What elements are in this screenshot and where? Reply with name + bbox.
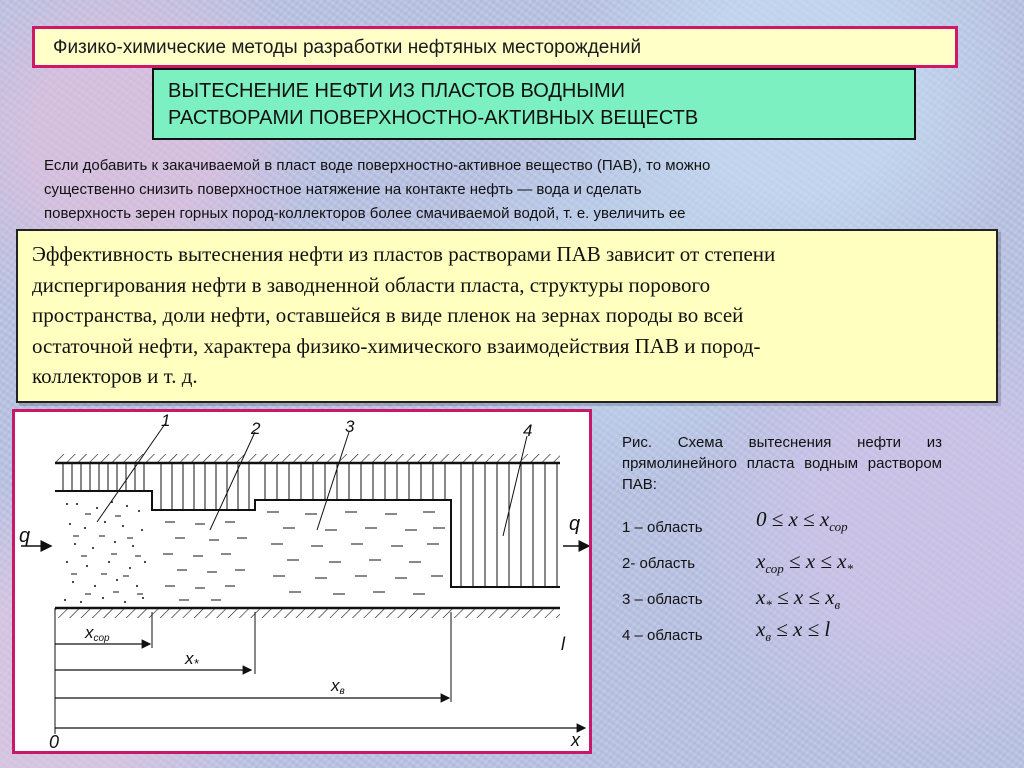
intro-line-3: поверхность зерен горных пород-коллекторов более смачиваемой водой, т. е. увеличить ее xyxy=(44,205,686,222)
region-2-water-dashes xyxy=(163,522,247,600)
inflow-label: q xyxy=(19,525,31,547)
subtitle-line-2: РАСТВОРАМИ ПОВЕРХНОСТНО-АКТИВНЫХ ВЕЩЕСТВ xyxy=(168,107,699,129)
caption-text: Рис. Схема вытеснения нефти из прямолинейного пласта водным раствором ПАВ: xyxy=(622,434,942,493)
effectiveness-line-4: остаточной нефти, характера физико-химического взаимодействия ПАВ и пород- xyxy=(32,333,761,358)
oil-vertical-hatching xyxy=(63,464,557,587)
displacement-diagram xyxy=(12,409,592,754)
intro-line-1: Если добавить к закачиваемой в пласт воде поверхностно-активное вещество (ПАВ), то можно xyxy=(44,157,711,174)
region-3-label: 3 – область xyxy=(622,591,703,608)
bottom-wall-hatch xyxy=(55,609,560,618)
outflow-label: q xyxy=(569,513,581,535)
effectiveness-line-5: коллекторов и т. д. xyxy=(32,364,198,388)
x-v-label: xв xyxy=(331,676,345,697)
region-3-formula: $x_* \le x \le x_в$ xyxy=(756,585,841,613)
region-4-label: 4 – область xyxy=(622,627,703,644)
region-number-4: 4 xyxy=(523,421,533,440)
effectiveness-box xyxy=(16,229,998,403)
figure-caption xyxy=(622,432,942,495)
front-profile xyxy=(55,491,560,587)
subtitle-box xyxy=(152,68,916,140)
x-axis-label: x xyxy=(571,730,580,750)
x-star-subscript: * xyxy=(193,656,199,671)
region-1-formula: $0 \le x \le x_{сор}$ xyxy=(756,507,848,535)
top-banner xyxy=(32,26,958,68)
region-number-3: 3 xyxy=(345,417,355,436)
top-wall-hatch xyxy=(55,454,560,463)
region-number-2: 2 xyxy=(251,419,261,438)
subtitle-line-1: ВЫТЕСНЕНИЕ НЕФТИ ИЗ ПЛАСТОВ ВОДНЫМИ xyxy=(168,80,626,102)
region-2-label: 2- область xyxy=(622,555,696,572)
intro-paragraph xyxy=(44,154,944,226)
effectiveness-line-2: диспергирования нефти в заводненной области пласта, структуры порового xyxy=(32,272,711,297)
region-3-water-dashes xyxy=(267,512,445,594)
header-title: Физико-химические методы разработки нефтяных месторождений xyxy=(53,37,642,58)
x-sor-label: xсор xyxy=(85,623,110,644)
x-v-subscript: в xyxy=(339,686,345,697)
x-star-label: $x_*$ xyxy=(185,649,199,671)
effectiveness-line-1: Эффективность вытеснения нефти из пластов растворами ПАВ зависит от степени xyxy=(32,242,776,266)
region-2-formula: $x_{сор} \le x \le x_*$ xyxy=(756,549,853,577)
origin-label: 0 xyxy=(49,732,60,751)
region-1-label: 1 – область xyxy=(622,519,703,536)
region-4-formula: $x_в \le x \le l$ xyxy=(756,617,831,645)
region-number-1: 1 xyxy=(161,412,171,430)
x-sor-subscript: сор xyxy=(93,633,110,644)
region-1-surfactant-dots xyxy=(64,501,146,603)
length-label: l xyxy=(561,634,565,654)
region-1-water-dashes xyxy=(71,514,143,594)
intro-line-2: существенно снизить поверхностное натяжение на контакте нефть — вода и сделать xyxy=(44,181,642,198)
effectiveness-line-3: пространства, доли нефти, оставшейся в виде пленок на зернах породы во всей xyxy=(32,303,744,327)
